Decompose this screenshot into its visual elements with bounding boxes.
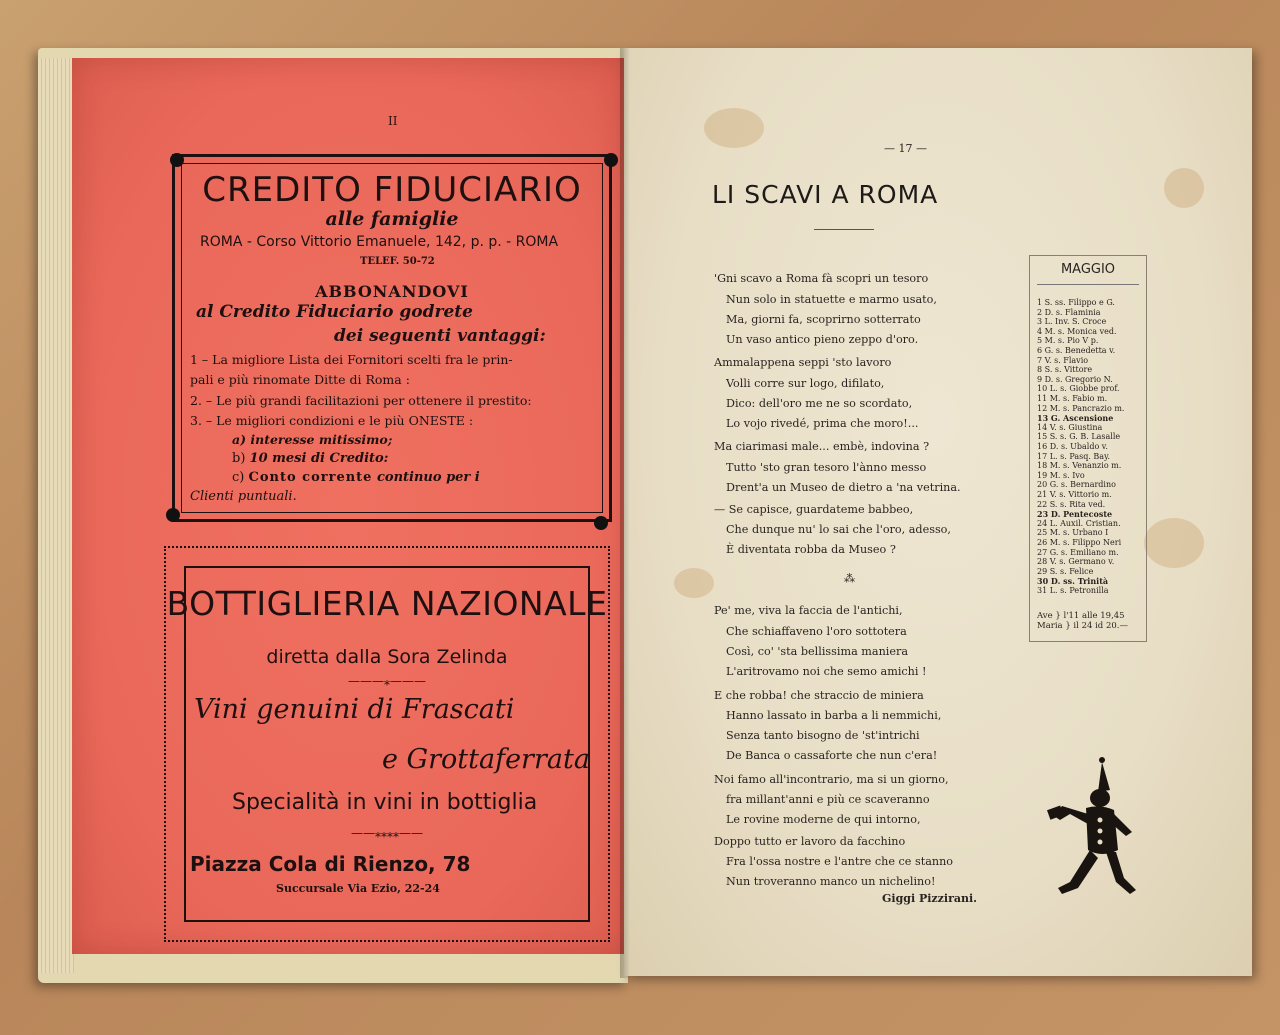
poem-line: Hanno lassato in barba a li nemmichi, <box>726 709 942 722</box>
poem-line: Senza tanto bisogno de 'st'intrichi <box>726 729 920 742</box>
poem-line: De Banca o cassaforte che nun c'era! <box>726 749 938 762</box>
ad2-branch: Succursale Via Ezio, 22-24 <box>276 882 440 895</box>
calendar-day-row: 8 S. s. Vittore <box>1037 365 1093 375</box>
calendar-day-row: 16 D. s. Ubaldo v. <box>1037 442 1108 451</box>
ad1-phone: TELEF. 50-72 <box>360 256 435 267</box>
corner-dot <box>594 516 608 530</box>
poem-line: Lo vojo rivedé, prima che moro!... <box>726 417 919 430</box>
poem-line: Nun troveranno manco un nichelino! <box>726 875 936 888</box>
ad1-heading: ABBONANDOVI <box>315 282 469 301</box>
poem-line: È diventata robba da Museo ? <box>726 543 896 556</box>
ad2-ornament: ———⁎——— <box>348 674 426 688</box>
poem-line: Le rovine moderne de qui intorno, <box>726 813 921 826</box>
calendar-day-row: 23 D. Pentecoste <box>1037 509 1113 520</box>
ad1-intro-2: dei seguenti vantaggi: <box>334 326 546 346</box>
calendar-day-row: 13 G. Ascensione <box>1037 413 1114 424</box>
poem-line: Un vaso antico pieno zeppo d'oro. <box>726 333 919 346</box>
stain <box>674 568 714 598</box>
calendar-day-row: 21 V. s. Vittorio m. <box>1037 490 1112 499</box>
ad1-address: ROMA - Corso Vittorio Emanuele, 142, p. p. - ROMA <box>200 234 559 250</box>
poem-line: Dico: dell'oro me ne so scordato, <box>726 397 913 410</box>
poem-line: Pe' me, viva la faccia de l'antichi, <box>714 604 903 617</box>
ad2-line-1: Vini genuini di Frascati <box>194 694 515 725</box>
ad1-title: CREDITO FIDUCIARIO <box>202 170 582 210</box>
corner-dot <box>166 508 180 522</box>
ad2-line-3: Specialità in vini in bottiglia <box>232 790 538 815</box>
calendar-day-row: 28 V. s. Germano v. <box>1037 557 1115 567</box>
poem-line: Ammalappena seppi 'sto lavoro <box>714 356 892 369</box>
calendar-day-row: 2 D. s. Flaminia <box>1037 307 1101 317</box>
title-rule <box>814 229 874 230</box>
calendar-day-row: 14 V. s. Giustina <box>1037 422 1103 432</box>
calendar-day-row: 22 S. s. Rita ved. <box>1037 499 1106 509</box>
calendar-day-row: 26 M. s. Filippo Neri <box>1037 538 1122 547</box>
poem-line: fra millant'anni e più ce scaveranno <box>726 793 930 806</box>
calendar-day-row: 4 M. s. Monica ved. <box>1037 326 1117 336</box>
ad2-subtitle: diretta dalla Sora Zelinda <box>266 646 508 668</box>
calendar-day-row: 20 G. s. Bernardino <box>1037 480 1116 490</box>
stain <box>1144 518 1204 568</box>
calendar-rule <box>1037 284 1139 285</box>
right-page-number: — 17 — <box>884 142 927 155</box>
poem-author: Giggi Pizzirani. <box>882 892 978 905</box>
calendar-day-row: 6 G. s. Benedetta v. <box>1037 346 1116 355</box>
poem-line: 'Gni scavo a Roma fà scopri un tesoro <box>714 272 929 285</box>
poem-line: Doppo tutto er lavoro da facchino <box>714 835 906 848</box>
ad1-item-2: 2. – Le più grandi facilitazioni per ottenere il prestito: <box>190 393 532 408</box>
poem-line: Volli corre sur logo, difilato, <box>726 377 885 390</box>
ad1-item-1b: pali e più rinomate Ditte di Roma : <box>190 372 410 387</box>
left-page-number: II <box>388 114 398 128</box>
calendar-footer-2: Maria } il 24 id 20.— <box>1037 621 1128 631</box>
poem-line: L'aritrovamo noi che semo amichi ! <box>726 665 927 678</box>
poem-line: Drent'a un Museo de dietro a 'na vetrina. <box>726 481 961 494</box>
ad1-intro-1: al Credito Fiduciario godrete <box>196 302 473 322</box>
calendar-day-row: 11 M. s. Fabio m. <box>1037 394 1108 403</box>
ad1-sub-a: a) interesse mitissimo; <box>232 432 393 447</box>
ad1-sub-b: b) 10 mesi di Credito: <box>232 451 389 466</box>
calendar-month: MAGGIO <box>1060 262 1116 277</box>
ad1-sub-c-end: Clienti puntuali. <box>190 489 297 504</box>
stain <box>704 108 764 148</box>
poem-line: Nun solo in statuette e marmo usato, <box>726 293 937 306</box>
stain <box>1164 168 1204 208</box>
poem-line: Ma, giorni fa, scoprirno sotterrato <box>726 313 921 326</box>
calendar-day-row: 5 M. s. Pio V p. <box>1037 336 1099 346</box>
poem-line: Noi famo all'incontrario, ma si un giorno, <box>714 773 949 786</box>
poem-line: Fra l'ossa nostre e l'antre che ce stanno <box>726 855 954 868</box>
poem-separator: ⁂ <box>844 572 855 585</box>
calendar-day-row: 12 M. s. Pancrazio m. <box>1037 403 1125 413</box>
calendar-day-row: 29 S. s. Felice <box>1037 566 1094 576</box>
ad2-ornament-2: ——⁎⁎⁎⁎—— <box>351 826 423 840</box>
calendar-day-row: 3 L. Inv. S. Croce <box>1037 317 1107 327</box>
corner-dot <box>170 153 184 167</box>
calendar-day-row: 9 D. s. Gregorio N. <box>1037 374 1113 384</box>
poem-line: Tutto 'sto gran tesoro l'ànno messo <box>726 461 927 474</box>
ad1-subtitle: alle famiglie <box>325 208 459 230</box>
pulcinella-figure-icon <box>1040 754 1140 904</box>
ad2-line-2: e Grottaferrata <box>382 744 590 775</box>
poem-title: LI SCAVI A ROMA <box>712 180 939 209</box>
calendar-day-row: 30 D. ss. Trinità <box>1037 576 1109 587</box>
poem-line: E che robba! che straccio de miniera <box>714 689 924 702</box>
calendar-day-row: 10 L. s. Giobbe prof. <box>1037 384 1120 394</box>
poem-line: Che schiaffaveno l'oro sottotera <box>726 625 907 638</box>
ad1-item-3: 3. – Le migliori condizioni e le più ONESTE : <box>190 413 474 428</box>
book-spine-shadow <box>620 48 630 978</box>
calendar-day-row: 7 V. s. Flavio <box>1037 355 1089 365</box>
poem-line: Ma ciarimasi male... embè, indovina ? <box>714 440 930 453</box>
ad1-sub-c: c) Conto corrente continuo per i <box>232 470 480 485</box>
ad1-item-1a: 1 – La migliore Lista dei Fornitori scelti fra le prin- <box>190 352 513 367</box>
calendar-day-row: 24 L. Auxil. Cristian. <box>1037 518 1121 528</box>
calendar-day-row: 15 S. s. G. B. Lasalle <box>1037 432 1121 442</box>
calendar-day-row: 25 M. s. Urbano I <box>1037 528 1109 538</box>
ad2-title: BOTTIGLIERIA NAZIONALE <box>166 584 608 623</box>
poem-line: — Se capisce, guardateme babbeo, <box>714 503 914 516</box>
calendar-day-row: 31 L. s. Petronilla <box>1037 586 1109 595</box>
poem-line: Così, co' 'sta bellissima maniera <box>726 645 909 658</box>
calendar-day-row: 19 M. s. Ivo <box>1037 470 1085 480</box>
calendar-day-row: 17 L. s. Pasq. Bay. <box>1037 451 1111 461</box>
calendar-day-row: 1 S. ss. Filippo e G. <box>1037 298 1115 307</box>
corner-dot <box>604 153 618 167</box>
calendar-day-row: 27 G. s. Emiliano m. <box>1037 547 1119 557</box>
calendar-footer-1: Ave } l'11 alle 19,45 <box>1037 611 1125 621</box>
poem-line: Che dunque nu' lo sai che l'oro, adesso, <box>726 523 951 536</box>
calendar-day-row: 18 M. s. Venanzio m. <box>1037 461 1122 471</box>
ad2-address: Piazza Cola di Rienzo, 78 <box>190 852 471 876</box>
